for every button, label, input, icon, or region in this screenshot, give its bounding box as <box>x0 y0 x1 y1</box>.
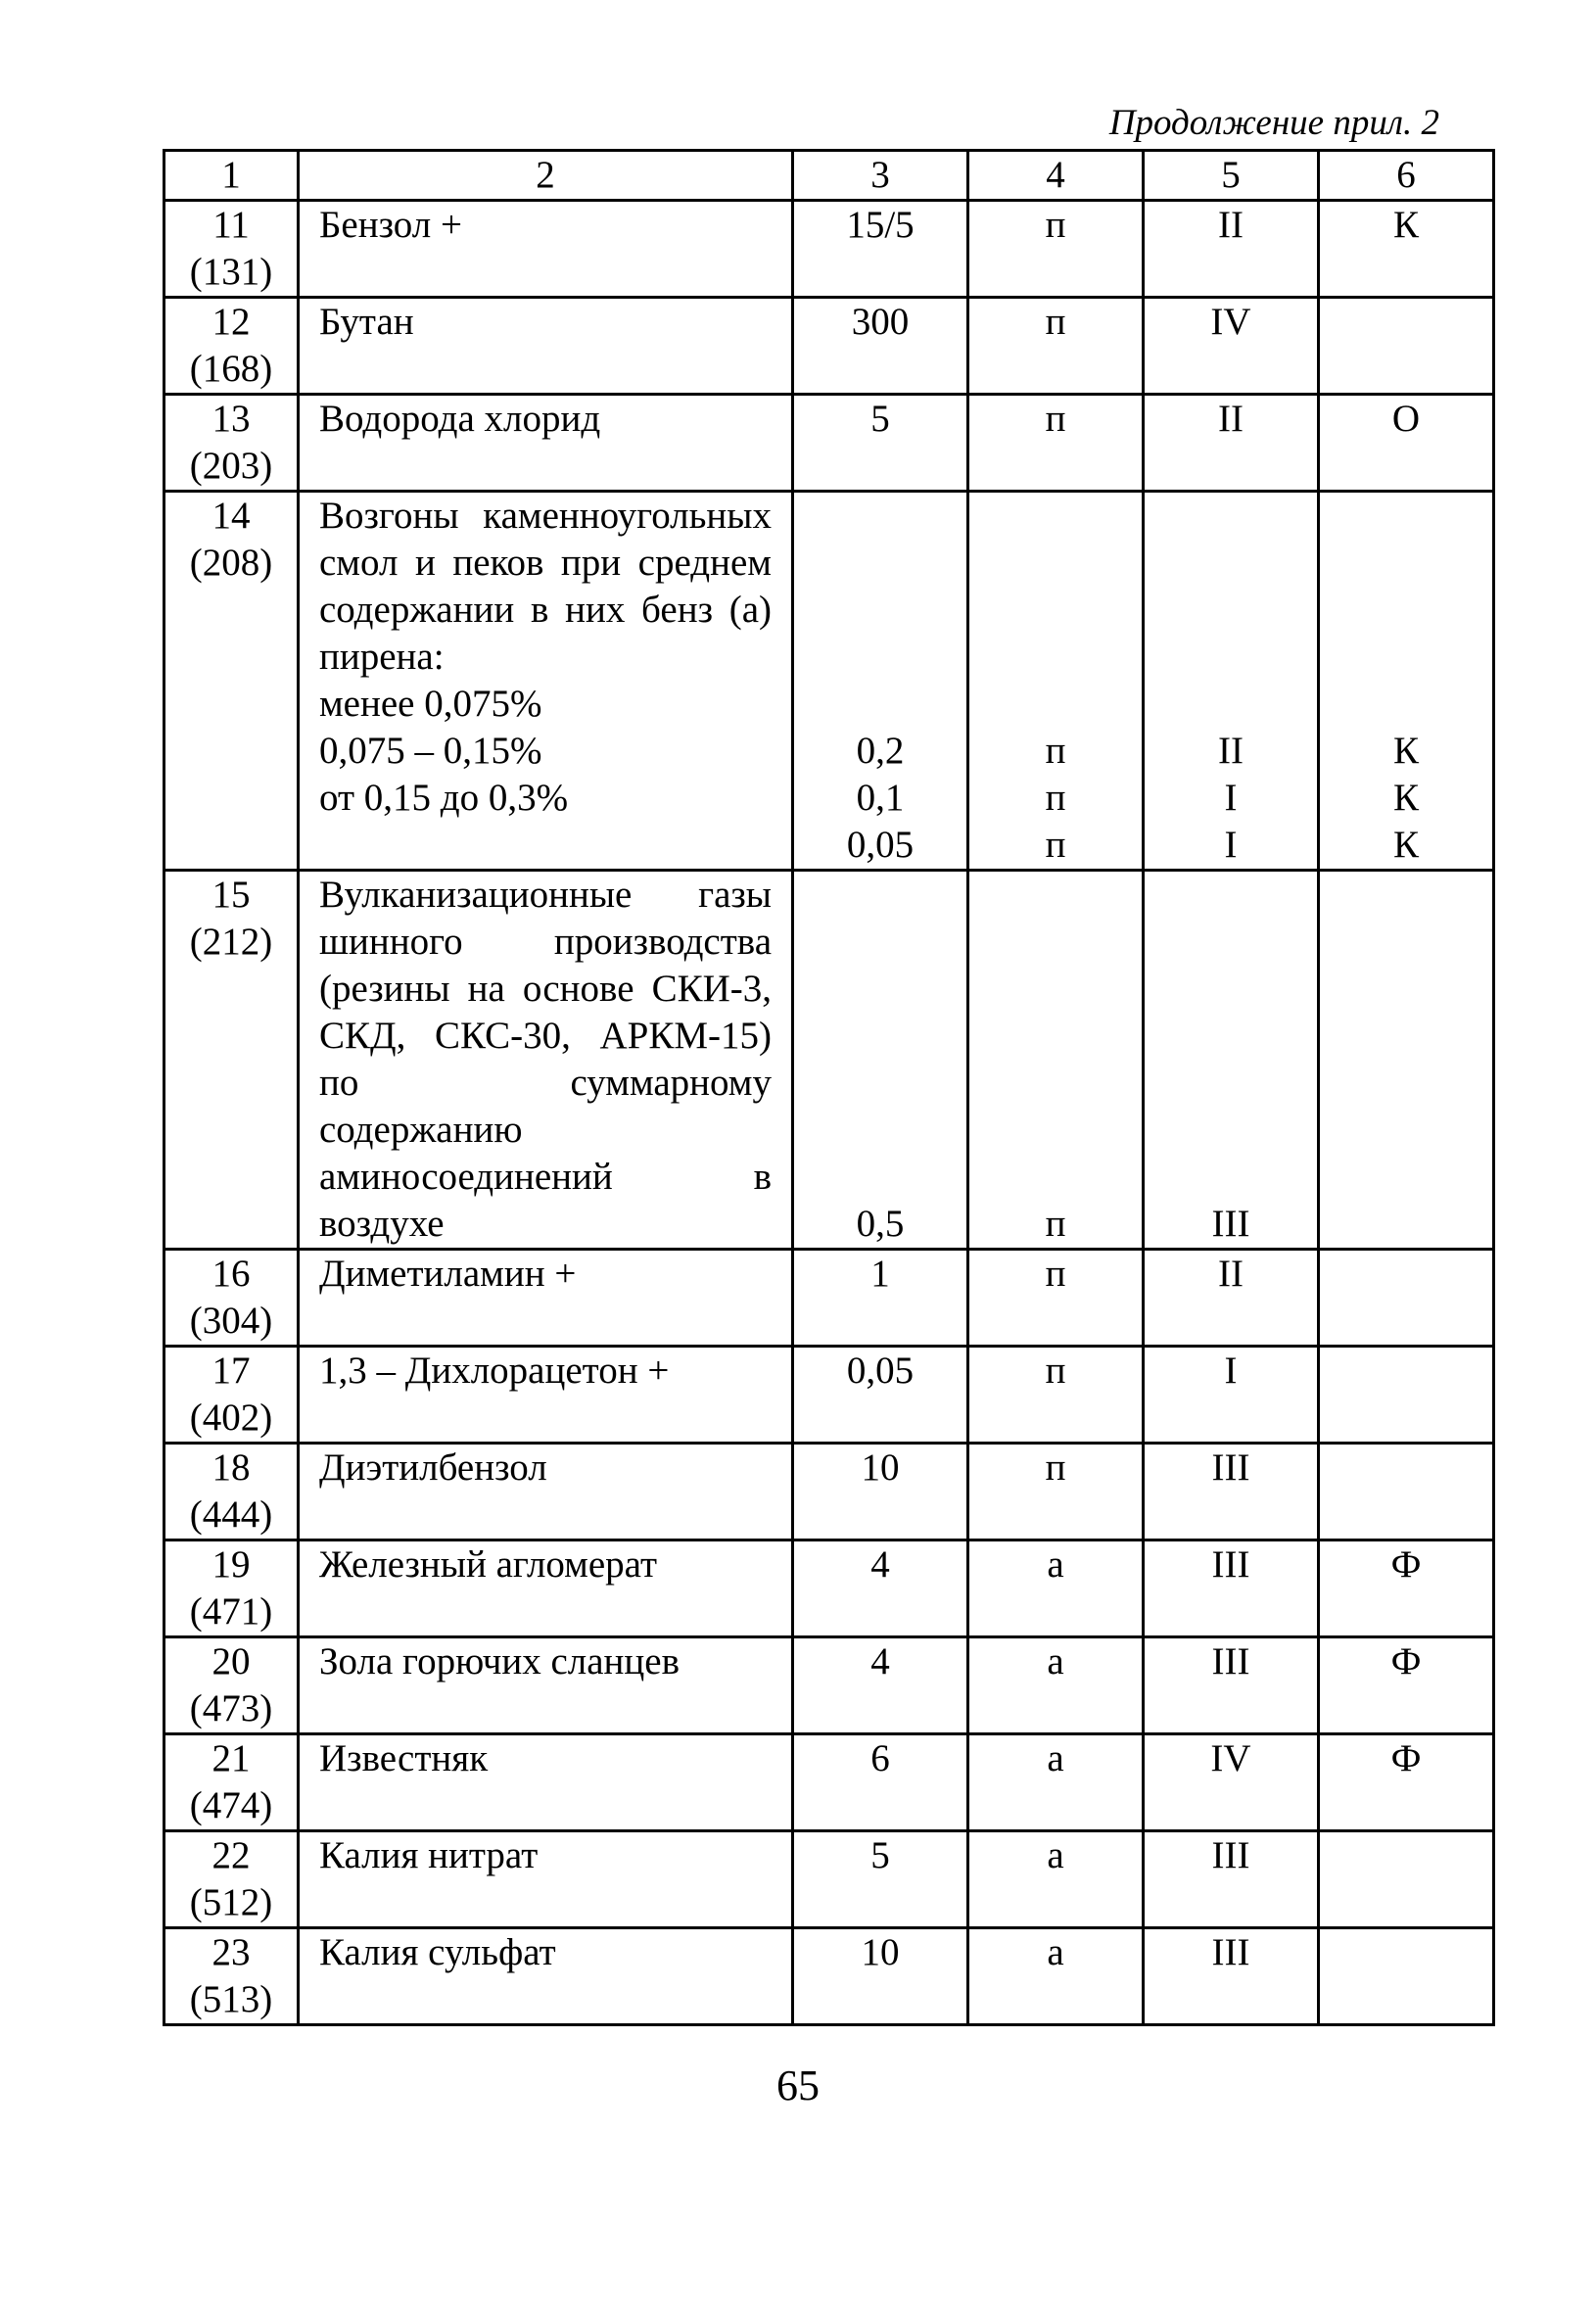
row-number: 11 <box>212 204 250 246</box>
value-col6 <box>1319 871 1494 1250</box>
subrow-value-col5: I <box>1224 777 1238 819</box>
substance-name: Возгоны каменноугольных смол и пеков при среднем содержании в них бенз (а) пирена: <box>319 495 772 678</box>
column-header-5: 5 <box>1144 151 1319 201</box>
row-code: (471) <box>189 1590 273 1633</box>
row-code: (304) <box>189 1300 273 1342</box>
value-col3: 5 <box>793 1831 968 1928</box>
subrow-value-col6: К <box>1392 730 1419 772</box>
row-number-cell <box>164 298 299 395</box>
table-row <box>164 1540 1494 1637</box>
row-number-cell <box>164 395 299 492</box>
subrow-value-col6: К <box>1392 824 1419 866</box>
row-number: 13 <box>211 398 251 440</box>
value-col4: а <box>968 1831 1144 1928</box>
column-header-6: 6 <box>1319 151 1494 201</box>
substance-name: Вулканизационные газы шинного производства (резины на основе СКИ-3, СКД, СКС-30, АРКМ-15) по суммарному содержанию аминосоединений в воздухе <box>299 871 793 1250</box>
table-row <box>164 1444 1494 1540</box>
row-number: 12 <box>211 301 251 343</box>
substance-name: Калия сульфат <box>299 1928 793 2025</box>
value-col3: 6 <box>793 1734 968 1831</box>
value-col6 <box>1319 1250 1494 1347</box>
value-col3-cell <box>793 492 968 871</box>
substance-name: Железный агломерат <box>299 1540 793 1637</box>
subrow-value-col5: I <box>1224 824 1238 866</box>
row-number-cell <box>164 1540 299 1637</box>
row-number: 21 <box>211 1737 251 1779</box>
substance-name: Зола горючих сланцев <box>299 1637 793 1734</box>
value-col5: II <box>1144 1250 1319 1347</box>
value-col5: IV <box>1144 298 1319 395</box>
value-col3: 0,5 <box>856 1203 905 1245</box>
row-number-cell <box>164 1347 299 1444</box>
value-col3-cell <box>793 871 968 1250</box>
row-number-cell <box>164 1444 299 1540</box>
value-col4-cell <box>968 871 1144 1250</box>
row-number-cell <box>164 1734 299 1831</box>
row-number: 15 <box>211 874 251 916</box>
row-number-cell <box>164 492 299 871</box>
value-col5-cell <box>1144 492 1319 871</box>
row-code: (444) <box>189 1493 273 1536</box>
value-col3: 300 <box>793 298 968 395</box>
table-header-row <box>164 151 1494 201</box>
row-code: (402) <box>189 1397 273 1439</box>
value-col4: п <box>968 1444 1144 1540</box>
value-col4: п <box>968 1347 1144 1444</box>
value-col4: п <box>968 298 1144 395</box>
value-col4: п <box>968 201 1144 298</box>
value-col4: а <box>968 1734 1144 1831</box>
value-col5: III <box>1144 1637 1319 1734</box>
value-col5: III <box>1144 1540 1319 1637</box>
value-col3: 4 <box>793 1637 968 1734</box>
table-row <box>164 1637 1494 1734</box>
table-row <box>164 395 1494 492</box>
column-header-2: 2 <box>299 151 793 201</box>
row-number: 16 <box>211 1253 251 1295</box>
table-row <box>164 1347 1494 1444</box>
value-col5: II <box>1144 201 1319 298</box>
value-col3: 15/5 <box>793 201 968 298</box>
subrow-value-col4: п <box>1045 730 1066 772</box>
value-col5: III <box>1144 1928 1319 2025</box>
substance-name: Калия нитрат <box>299 1831 793 1928</box>
value-col6 <box>1319 1831 1494 1928</box>
value-col5: III <box>1144 1444 1319 1540</box>
value-col3: 10 <box>793 1928 968 2025</box>
row-code: (208) <box>189 542 273 584</box>
substance-name: Водорода хлорид <box>299 395 793 492</box>
row-number-cell <box>164 1928 299 2025</box>
row-code: (512) <box>189 1881 273 1923</box>
row-number-cell <box>164 1637 299 1734</box>
table-row <box>164 1250 1494 1347</box>
row-number: 20 <box>211 1640 251 1682</box>
substance-name: Бензол + <box>299 201 793 298</box>
row-code: (513) <box>189 1978 273 2020</box>
table-row <box>164 1734 1494 1831</box>
subrow-value-col4: п <box>1045 777 1066 819</box>
row-code: (131) <box>189 251 273 293</box>
value-col4: а <box>968 1928 1144 2025</box>
page-number: 65 <box>776 2061 820 2109</box>
value-col6: Ф <box>1319 1637 1494 1734</box>
value-col3: 4 <box>793 1540 968 1637</box>
substances-table <box>163 149 1495 2026</box>
value-col4: а <box>968 1540 1144 1637</box>
row-number: 22 <box>211 1834 251 1876</box>
value-col3: 0,05 <box>793 1347 968 1444</box>
subrow-label: от 0,15 до 0,3% <box>319 777 569 819</box>
row-number-cell <box>164 201 299 298</box>
value-col3: 1 <box>793 1250 968 1347</box>
value-col6 <box>1319 298 1494 395</box>
subrow-value-col3: 0,2 <box>856 730 905 772</box>
value-col6: Ф <box>1319 1540 1494 1637</box>
value-col6: Ф <box>1319 1734 1494 1831</box>
row-number: 14 <box>211 495 251 537</box>
row-number: 23 <box>211 1931 251 1973</box>
substance-name: Диэтилбензол <box>299 1444 793 1540</box>
substances-table-container <box>163 149 1443 2026</box>
substance-name: 1,3 – Дихлорацетон + <box>299 1347 793 1444</box>
table-row <box>164 492 1494 871</box>
value-col3: 5 <box>793 395 968 492</box>
column-header-4: 4 <box>968 151 1144 201</box>
value-col6 <box>1319 1928 1494 2025</box>
substance-name: Диметиламин + <box>299 1250 793 1347</box>
value-col6: К <box>1319 201 1494 298</box>
value-col5: III <box>1211 1203 1250 1245</box>
value-col4: п <box>968 395 1144 492</box>
row-code: (212) <box>189 921 273 963</box>
value-col5: III <box>1144 1831 1319 1928</box>
subrow-value-col3: 0,1 <box>856 777 905 819</box>
value-col4: п <box>1045 1203 1066 1245</box>
column-header-3: 3 <box>793 151 968 201</box>
value-col6-cell <box>1319 492 1494 871</box>
table-row <box>164 1928 1494 2025</box>
column-header-1: 1 <box>164 151 299 201</box>
value-col3: 10 <box>793 1444 968 1540</box>
subrow-value-col4: п <box>1045 824 1066 866</box>
subrow-value-col3: 0,05 <box>846 824 915 866</box>
row-number-cell <box>164 1250 299 1347</box>
subrow-value-col5: II <box>1218 730 1244 772</box>
subrow-value-col6: К <box>1392 777 1419 819</box>
value-col6 <box>1319 1444 1494 1540</box>
row-number: 19 <box>211 1543 251 1586</box>
value-col6: О <box>1319 395 1494 492</box>
value-col4-cell <box>968 492 1144 871</box>
table-row <box>164 201 1494 298</box>
value-col5: II <box>1144 395 1319 492</box>
value-col5: IV <box>1144 1734 1319 1831</box>
value-col4: а <box>968 1637 1144 1734</box>
table-row <box>164 1831 1494 1928</box>
substance-name-cell <box>299 492 793 871</box>
row-code: (203) <box>189 445 273 487</box>
value-col6 <box>1319 1347 1494 1444</box>
table-row <box>164 871 1494 1250</box>
row-number-cell <box>164 871 299 1250</box>
value-col4: п <box>968 1250 1144 1347</box>
substance-name: Известняк <box>299 1734 793 1831</box>
substance-name: Бутан <box>299 298 793 395</box>
value-col5-cell <box>1144 871 1319 1250</box>
row-code: (473) <box>189 1687 273 1730</box>
subrow-label: 0,075 – 0,15% <box>319 730 542 772</box>
row-code: (474) <box>189 1784 273 1826</box>
continuation-caption: Продолжение прил. 2 <box>1108 103 1439 143</box>
row-number: 18 <box>211 1446 251 1489</box>
value-col5: I <box>1144 1347 1319 1444</box>
row-code: (168) <box>189 348 273 390</box>
row-number: 17 <box>211 1350 251 1392</box>
row-number-cell <box>164 1831 299 1928</box>
subrow-label: менее 0,075% <box>319 683 542 725</box>
table-row <box>164 298 1494 395</box>
